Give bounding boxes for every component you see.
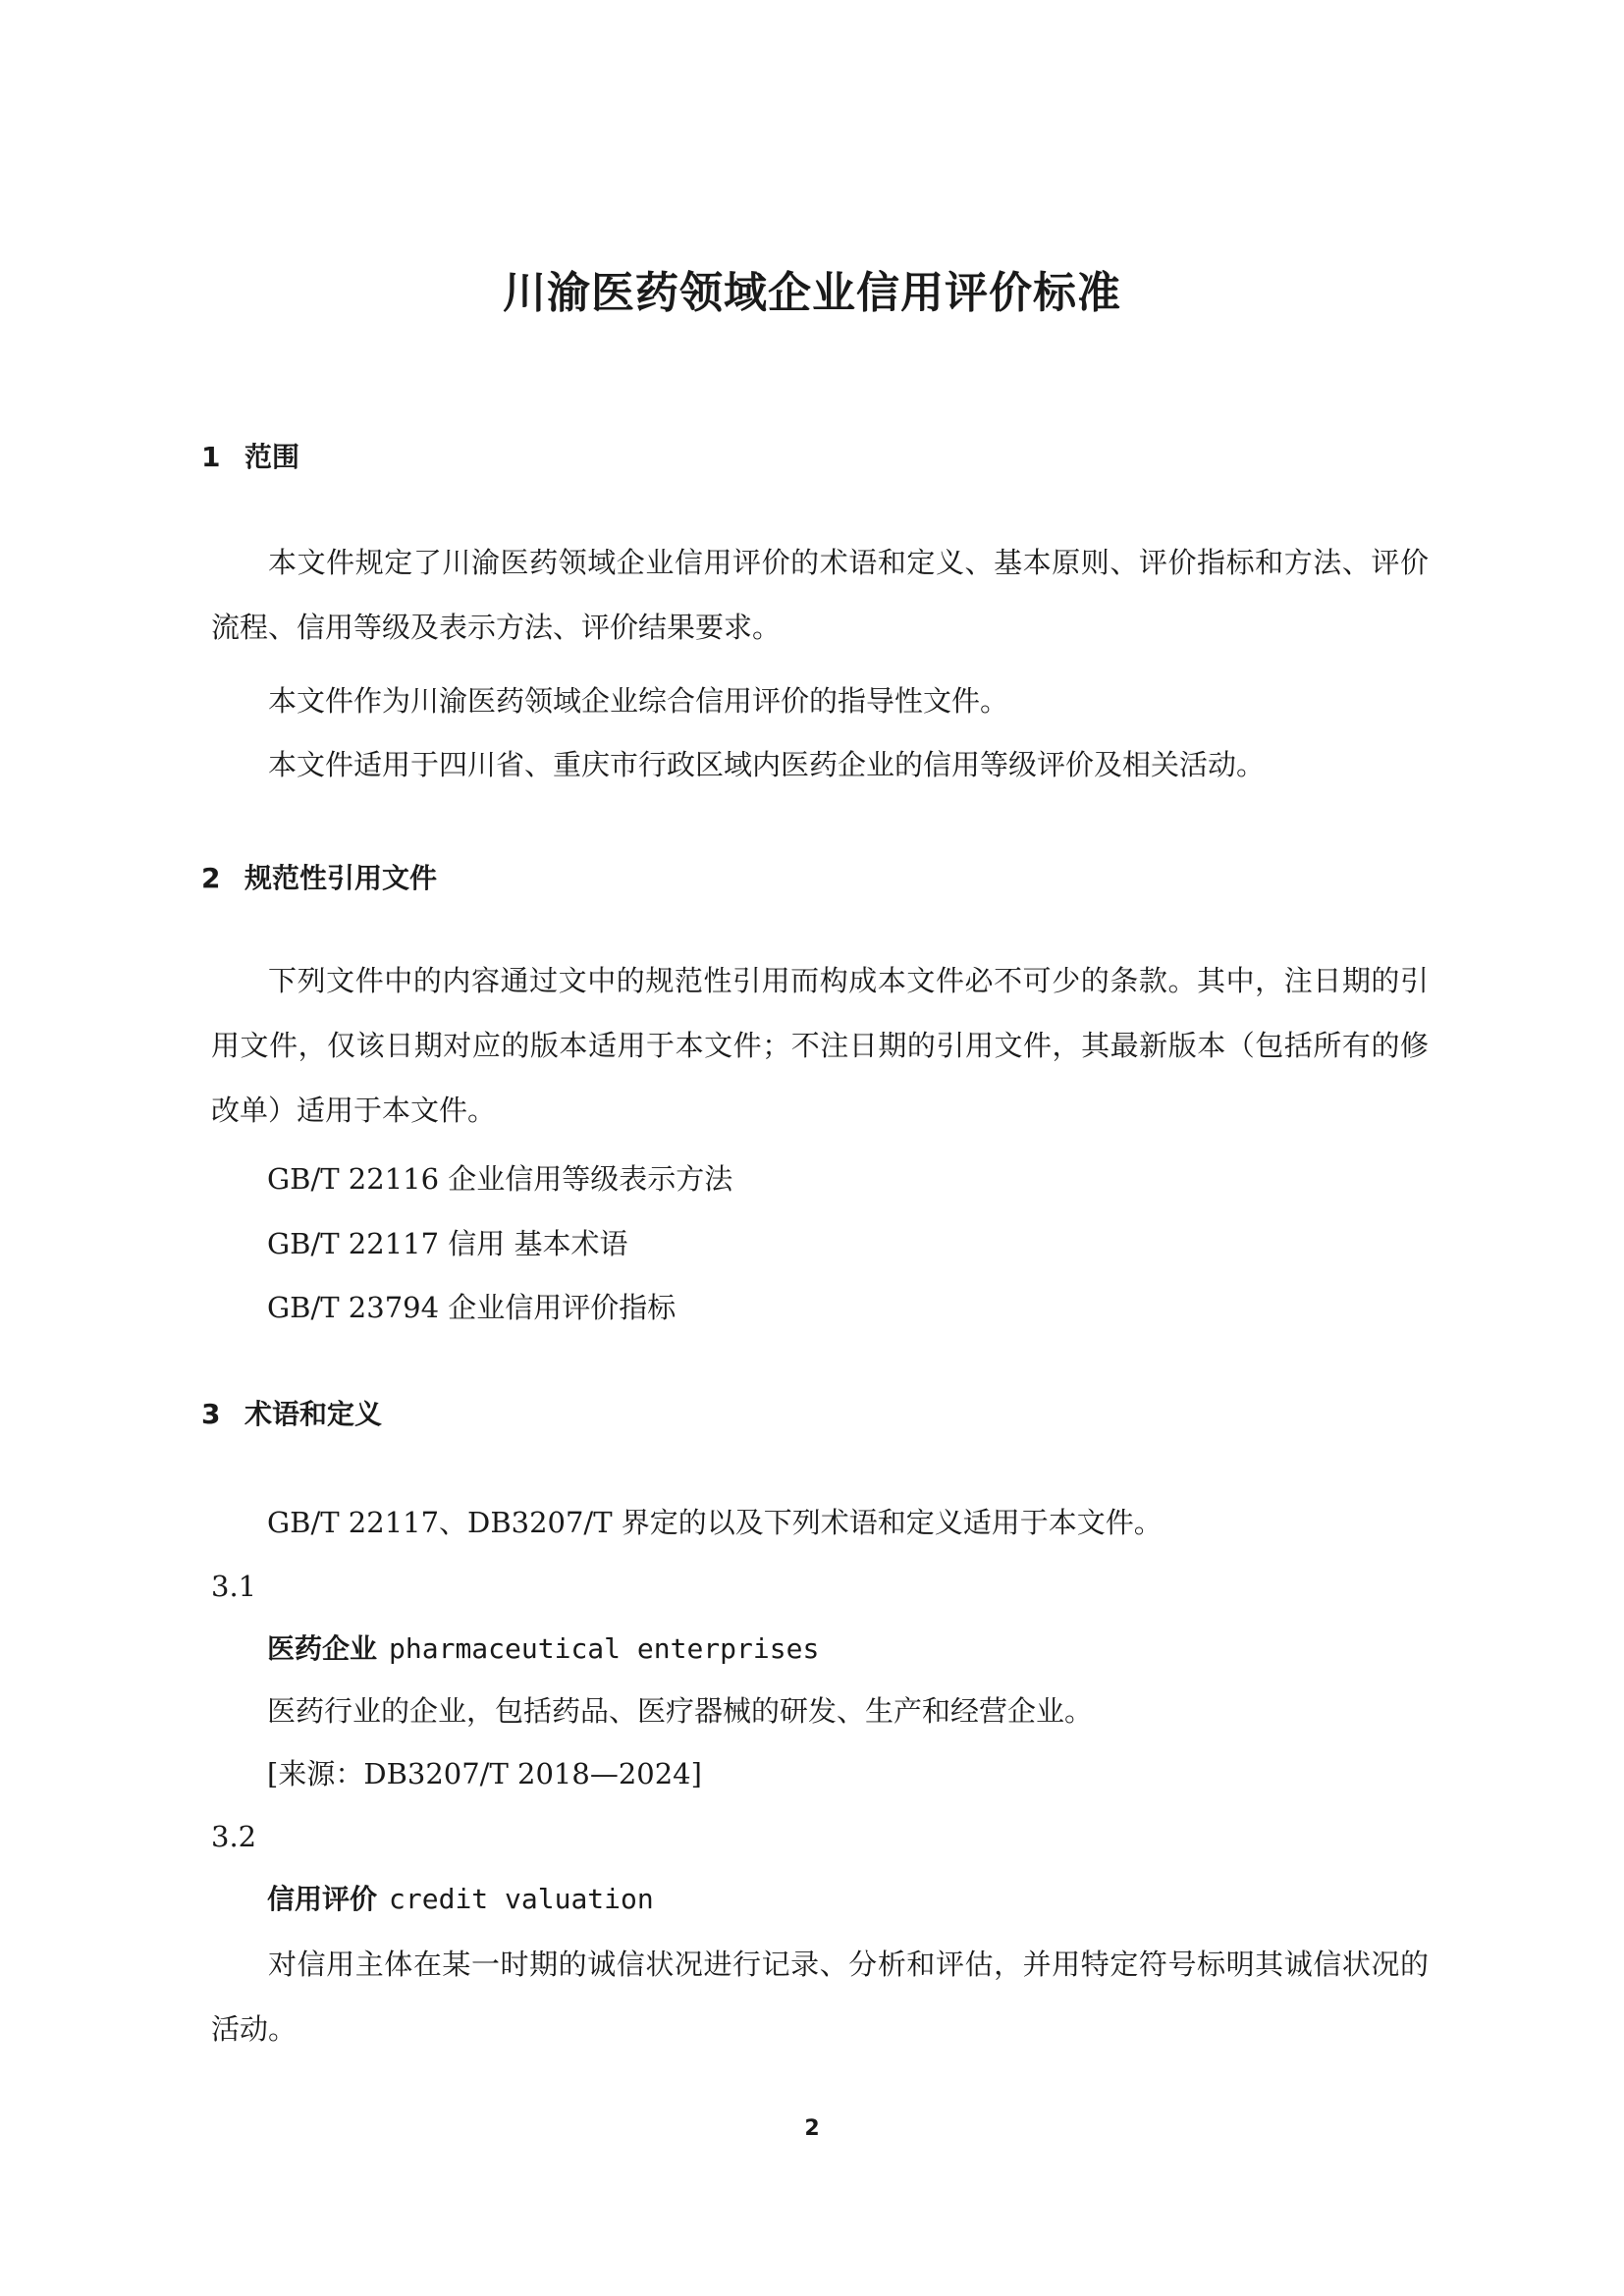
paragraph: 本文件规定了川渝医药领域企业信用评价的术语和定义、基本原则、评价指标和方法、评价流程、信用等级及表示方法、评价结果要求。: [211, 546, 1429, 644]
clause-number: 3.1: [211, 1570, 257, 1603]
section-number: 2: [201, 862, 221, 894]
term-chinese: 信用评价: [267, 1883, 378, 1915]
term-entry: [267, 1629, 819, 1669]
paragraph: 本文件作为川渝医药领域企业综合信用评价的指导性文件。: [268, 684, 1009, 718]
section-number: 3: [201, 1398, 221, 1430]
reference-item: GB/T 22117 信用 基本术语: [267, 1227, 628, 1260]
reference-item: GB/T 23794 企业信用评价指标: [267, 1291, 677, 1324]
section-heading-scope: [201, 436, 299, 475]
term-chinese: 医药企业: [267, 1632, 378, 1665]
section-title: 规范性引用文件: [244, 862, 438, 894]
term-definition: 对信用主体在某一时期的诚信状况进行记录、分析和评估，并用特定符号标明其诚信状况的活动。: [211, 1948, 1429, 2046]
page-number: 2: [804, 2116, 820, 2141]
section-heading-terms: [201, 1393, 382, 1432]
section-title: 术语和定义: [244, 1398, 383, 1430]
paragraph: 本文件适用于四川省、重庆市行政区域内医药企业的信用等级评价及相关活动。: [268, 748, 1266, 781]
term-definition: 医药行业的企业，包括药品、医疗器械的研发、生产和经营企业。: [267, 1694, 1094, 1728]
reference-item: GB/T 22116 企业信用等级表示方法: [267, 1162, 733, 1196]
document-title: 川渝医药领域企业信用评价标准: [503, 268, 1121, 318]
term-english: credit valuation: [389, 1883, 654, 1915]
term-source: [来源：DB3207/T 2018—2024]: [267, 1757, 702, 1790]
section-title: 范围: [244, 441, 300, 473]
term-english: pharmaceutical enterprises: [389, 1632, 820, 1665]
section-heading-normative-references: [201, 857, 437, 896]
term-entry: [267, 1880, 654, 1919]
clause-number: 3.2: [211, 1820, 257, 1853]
paragraph: 下列文件中的内容通过文中的规范性引用而构成本文件必不可少的条款。其中，注日期的引用文件，仅该日期对应的版本适用于本文件；不注日期的引用文件，其最新版本（包括所有的修改单）适用于本文件。: [211, 964, 1429, 1127]
terms-intro: GB/T 22117、DB3207/T 界定的以及下列术语和定义适用于本文件。: [267, 1506, 1163, 1539]
section-number: 1: [201, 441, 221, 473]
